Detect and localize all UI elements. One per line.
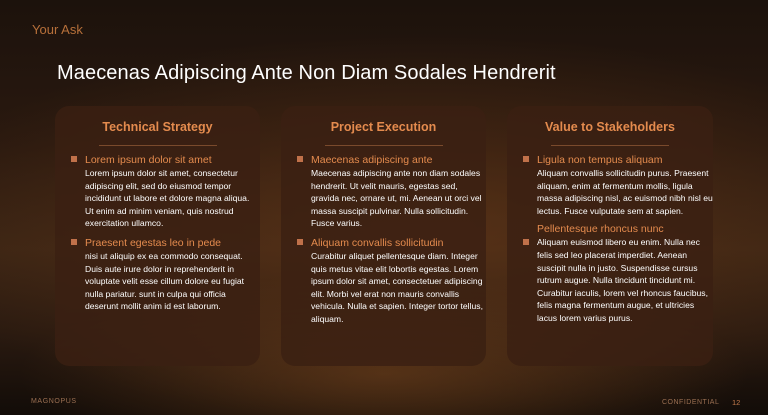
card-technical-strategy <box>55 106 260 366</box>
square-bullet-icon <box>523 239 529 245</box>
confidential-label: CONFIDENTIAL <box>662 399 720 406</box>
square-bullet-icon <box>71 156 77 162</box>
card-body <box>55 154 260 313</box>
item-heading: Praesent egestas leo in pede <box>85 236 222 249</box>
item-subheading: Pellentesque rhoncus nunc <box>537 223 664 236</box>
square-bullet-icon <box>297 156 303 162</box>
card-value-to-stakeholders <box>507 106 713 366</box>
list-item <box>507 236 713 324</box>
item-heading: Maecenas adipiscing ante <box>311 154 433 166</box>
page-number: 12 <box>732 398 741 407</box>
divider <box>99 145 217 146</box>
item-text: Lorem ipsum dolor sit amet, consectetur adipiscing elit, sed do eiusmod tempor incididunt ut labore et dolore magna aliqua. Ut enim ad minim veniam, quis nostrud exercitation ullamco. <box>85 168 250 229</box>
company-logo: MAGNOPUS <box>31 398 77 405</box>
square-bullet-icon <box>523 156 529 162</box>
divider <box>325 145 443 146</box>
section-tag: Your Ask <box>32 22 83 37</box>
square-bullet-icon <box>71 239 77 245</box>
item-text: Maecenas adipiscing ante non diam sodales hendrerit. Ut velit mauris, egestas sed, gravida nec, ornare ut, mi. Aenean ut orci vel massa suscipit pulvinar. Nulla sollicitudin. Fusce varius. <box>311 168 482 229</box>
list-item <box>281 154 486 230</box>
list-item <box>55 154 260 230</box>
item-text: nisi ut aliquip ex ea commodo consequat. Duis aute irure dolor in reprehenderit in voluptate velit esse cillum dolore eu fugiat nulla pariatur. sunt in culpa qui officia deserunt mollit anim id est laborum. <box>85 250 245 312</box>
card-title: Value to Stakeholders <box>545 120 675 134</box>
item-text: Aliquam convallis sollicitudin purus. Praesent aliquam, enim at fermentum mollis, ligula massa adipiscing nisl, ac euismod nibh nisl eu lectus. Fusce vulputate sem at sapien. <box>537 168 713 216</box>
item-text: Curabitur aliquet pellentesque diam. Integer quis metus vitae elit lobortis egestas. Lorem ipsum dolor sit amet, consectetuer adipiscing elit. Morbi vel erat non mauris convallis vehicula. Nulla et sapien. Integer tortor tellus, aliquam. <box>311 250 483 324</box>
item-heading: Lorem ipsum dolor sit amet <box>85 154 212 166</box>
item-text: Aliquam euismod libero eu enim. Nulla nec felis sed leo placerat imperdiet. Aenean suscipit nulla in justo. Suspendisse cursus rutrum augue. Nulla tincidunt tincidunt mi. Curabitur iaculis, lorem vel rhoncus faucibus, felis magna fermentum augue, et ultricies lacus lorem varius purus. <box>537 237 708 323</box>
divider <box>551 145 669 146</box>
list-item <box>55 237 260 313</box>
card-title: Project Execution <box>330 120 437 134</box>
card-project-execution <box>281 106 486 366</box>
card-title: Technical Strategy <box>102 120 213 134</box>
item-heading: Ligula non tempus aliquam <box>537 154 663 166</box>
square-bullet-icon <box>297 239 303 245</box>
item-heading: Aliquam convallis sollicitudin <box>311 236 444 249</box>
list-item <box>281 237 486 326</box>
slide-title: Maecenas Adipiscing Ante Non Diam Sodales Hendrerit <box>57 62 556 84</box>
list-item <box>507 154 713 236</box>
card-body <box>507 154 713 325</box>
card-body <box>281 154 486 326</box>
